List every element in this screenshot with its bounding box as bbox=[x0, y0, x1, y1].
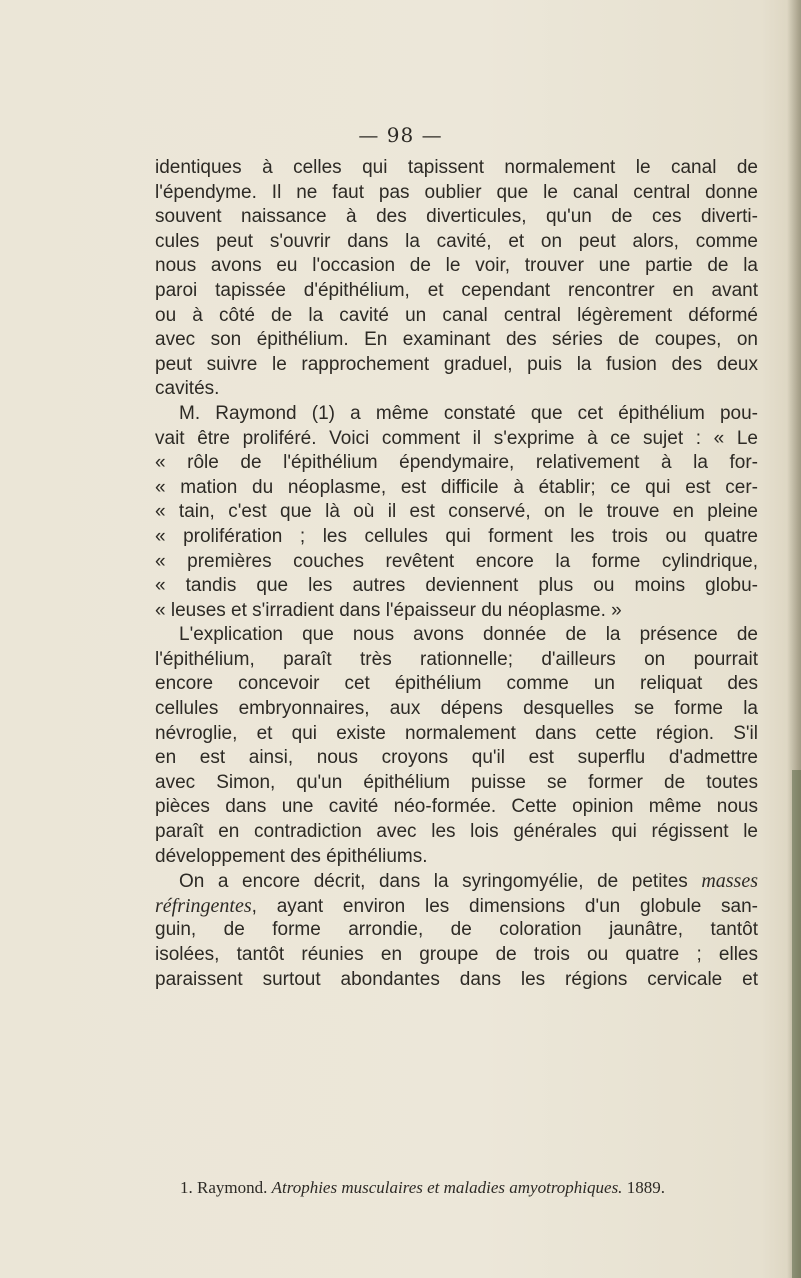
text-line: paraissent surtout abondantes dans les régions cervicale et bbox=[155, 968, 758, 990]
text-line-with-italic bbox=[155, 894, 758, 919]
text-line: guin, de forme arrondie, de coloration jaunâtre, tantôt bbox=[155, 919, 758, 941]
text-line: ou à côté de la cavité un canal central légèrement déformé bbox=[155, 304, 758, 326]
text-line: isolées, tantôt réunies en groupe de trois ou quatre ; elles bbox=[155, 944, 758, 965]
text-line: cellules embryonnaires, aux dépens desquelles se forme la bbox=[155, 698, 758, 720]
quote-line: « tandis que les autres deviennent plus ou moins globu- bbox=[155, 575, 758, 597]
footnote-title: Atrophies musculaires et maladies amyotrophiques. bbox=[271, 1178, 623, 1197]
text-line: pièces dans une cavité néo-formée. Cette opinion même nous bbox=[155, 796, 758, 818]
text-line: développement des épithéliums. bbox=[155, 845, 428, 867]
body-text bbox=[155, 156, 758, 992]
text-line: souvent naissance à des diverticules, qu'un de ces diverti- bbox=[155, 206, 758, 228]
page-number: — 98 — bbox=[358, 123, 443, 147]
footnote-author: Raymond. bbox=[197, 1178, 268, 1197]
italic-term: réfringentes bbox=[155, 894, 252, 917]
footnote bbox=[180, 1178, 760, 1198]
text-line: l'épendyme. Il ne faut pas oublier que le canal central donne bbox=[155, 181, 758, 203]
text-line: en est ainsi, nous croyons qu'il est superflu d'admettre bbox=[155, 747, 758, 769]
text-line: peut suivre le rapprochement graduel, puis la fusion des deux bbox=[155, 353, 758, 375]
text-line: cules peut s'ouvrir dans la cavité, et on peut alors, comme bbox=[155, 230, 758, 252]
text-line-with-italic bbox=[155, 869, 758, 894]
quote-line: « tain, c'est que là où il est conservé, on le trouve en pleine bbox=[155, 501, 758, 523]
italic-term: masses bbox=[701, 870, 758, 893]
quote-line: « rôle de l'épithélium épendymaire, relativement à la for- bbox=[155, 452, 758, 474]
text-line: L'explication que nous avons donnée de la présence de bbox=[179, 624, 758, 646]
quote-line: « premières couches revêtent encore la forme cylindrique, bbox=[155, 550, 758, 572]
text-line: nous avons eu l'occasion de le voir, trouver une partie de la bbox=[155, 255, 758, 277]
footnote-year: 1889. bbox=[626, 1178, 665, 1197]
text-line: névroglie, et qui existe normalement dans cette région. S'il bbox=[155, 722, 758, 744]
footnote-mark: 1. bbox=[180, 1178, 193, 1197]
text-line: M. Raymond (1) a même constaté que cet épithélium pou- bbox=[179, 402, 758, 424]
text-line: cavités. bbox=[155, 378, 220, 400]
text-line: identiques à celles qui tapissent normalement le canal de bbox=[155, 157, 758, 178]
text-line: avec son épithélium. En examinant des séries de coupes, on bbox=[155, 329, 758, 351]
page-edge-binding bbox=[792, 770, 801, 1278]
text-line: encore concevoir cet épithélium comme un reliquat des bbox=[155, 673, 758, 695]
quote-line: « mation du néoplasme, est difficile à établir; ce qui est cer- bbox=[155, 476, 758, 498]
text-fragment: On a encore décrit, dans la syringomyélie, de petites bbox=[179, 871, 688, 893]
quote-line: « leuses et s'irradient dans l'épaisseur du néoplasme. » bbox=[155, 599, 622, 621]
text-line: l'épithélium, paraît très rationnelle; d'ailleurs on pourrait bbox=[155, 648, 758, 670]
text-line: paroi tapissée d'épithélium, et cependant rencontrer en avant bbox=[155, 279, 758, 301]
text-fragment: , ayant environ les dimensions d'un globule san- bbox=[251, 895, 758, 917]
text-line: paraît en contradiction avec les lois générales qui régissent le bbox=[155, 821, 758, 843]
text-line: vait être proliféré. Voici comment il s'exprime à ce sujet : « Le bbox=[155, 427, 758, 449]
quote-line: « prolifération ; les cellules qui forment les trois ou quatre bbox=[155, 525, 758, 547]
text-line: avec Simon, qu'un épithélium puisse se former de toutes bbox=[155, 771, 758, 793]
